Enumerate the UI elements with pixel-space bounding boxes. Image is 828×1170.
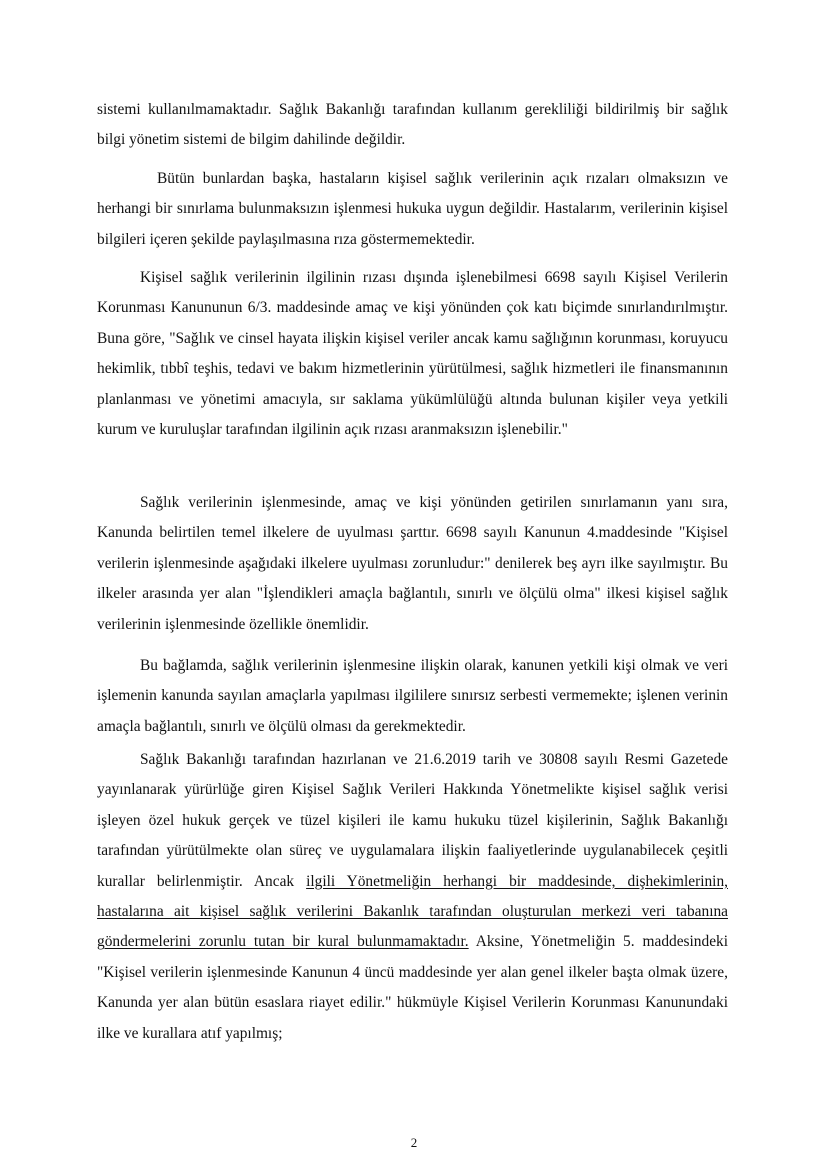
paragraph-proportionality: Bu bağlamda, sağlık verilerinin işlenmesine ilişkin olarak, kanunen yetkili kişi olmak ve veri işlemenin kanunda sayılan amaçlarla yapılması ilgililere sınırsız serbesti vermemekte; işlenen verinin amaçla bağlantılı, sınırlı ve ölçülü olması da gerekmektedir.: [97, 657, 728, 735]
regulation-underlined-text: ilgili Yönetmeliğin herhangi bir maddesinde, dişhekimlerinin, hastalarına ait kişisel sağlık verilerini Bakanlık tarafından oluşturulan merkezi veri tabanına göndermelerini zorunlu tutan bir kural bulunmamaktadır.: [97, 872, 728, 951]
regulation-text-before: Sağlık Bakanlığı tarafından hazırlanan ve 21.6.2019 tarih ve 30808 sayılı Resmi Gazetede yayınlanarak yürürlüğe giren Kişisel Sağlık Verileri Hakkında Yönetmelikte kişisel sağlık verisi işleyen özel hukuk gerçek ve tüzel kişileri ile kamu hukuku tüzel kişilerinin, Sağlık Bakanlığı tarafından yürütülmekte olan süreç ve uygulamalara ilişkin faaliyetlerinde uygulanabilecek çeşitli kurallar belirlenmiştir. Ancak: [97, 751, 728, 890]
paragraph-system-usage: sistemi kullanılmamaktadır. Sağlık Bakanlığı tarafından kullanım gerekliliği bildirilmiş bir sağlık bilgi yönetim sistemi de bilgim dahilinde değildir.: [97, 101, 728, 149]
paragraph-patient-consent: Bütün bunlardan başka, hastaların kişisel sağlık verilerinin açık rızaları olmaksızın ve herhangi bir sınırlama bulunmaksızın işlenmesi hukuka uygun değildir. Hastalarım, verilerinin kişisel bilgileri içeren şekilde paylaşılmasına rıza göstermemektedir.: [97, 170, 728, 248]
page-number: 2: [410, 1135, 418, 1150]
regulation-text-after: Aksine, Yönetmeliğin 5. maddesindeki "Kişisel verilerin işlenmesinde Kanunun 4 üncü maddesinde yer alan genel ilkeler başta olmak üzere, Kanunda yer alan bütün esaslara riayet edilir." hükmüyle Kişisel Verilerin Korunması Kanunundaki ilke ve kurallara atıf yapılmış;: [97, 933, 728, 1042]
paragraph-kvkk-article-4: Sağlık verilerinin işlenmesinde, amaç ve kişi yönünden getirilen sınırlamanın yanı sıra, Kanunda belirtilen temel ilkelere de uyulması şarttır. 6698 sayılı Kanunun 4.maddesinde "Kişisel verilerin işlenmesinde aşağıdaki ilkelere uyulması zorunludur:" denilerek beş ayrı ilke sayılmıştır. Bu ilkeler arasında yer alan "İşlendikleri amaçla bağlantılı, sınırlı ve ölçülü olma" ilkesi kişisel sağlık verilerinin işlenmesinde özellikle önemlidir.: [97, 494, 728, 633]
paragraph-kvkk-article-6: Kişisel sağlık verilerinin ilgilinin rızası dışında işlenebilmesi 6698 sayılı Kişisel Verilerin Korunması Kanununun 6/3. maddesinde amaç ve kişi yönünden çok katı biçimde sınırlandırılmıştır. Buna göre, "Sağlık ve cinsel hayata ilişkin kişisel veriler ancak kamu sağlığının korunması, koruyucu hekimlik, tıbbî teşhis, tedavi ve bakım hizmetlerinin yürütülmesi, sağlık hizmetleri ile finansmanının planlanması ve yönetimi amacıyla, sır saklama yükümlülüğü altında bulunan kişiler veya yetkili kurum ve kuruluşlar tarafından ilgilinin açık rızası aranmaksızın işlenebilir.": [97, 269, 728, 439]
paragraph-regulation: [97, 745, 728, 1049]
